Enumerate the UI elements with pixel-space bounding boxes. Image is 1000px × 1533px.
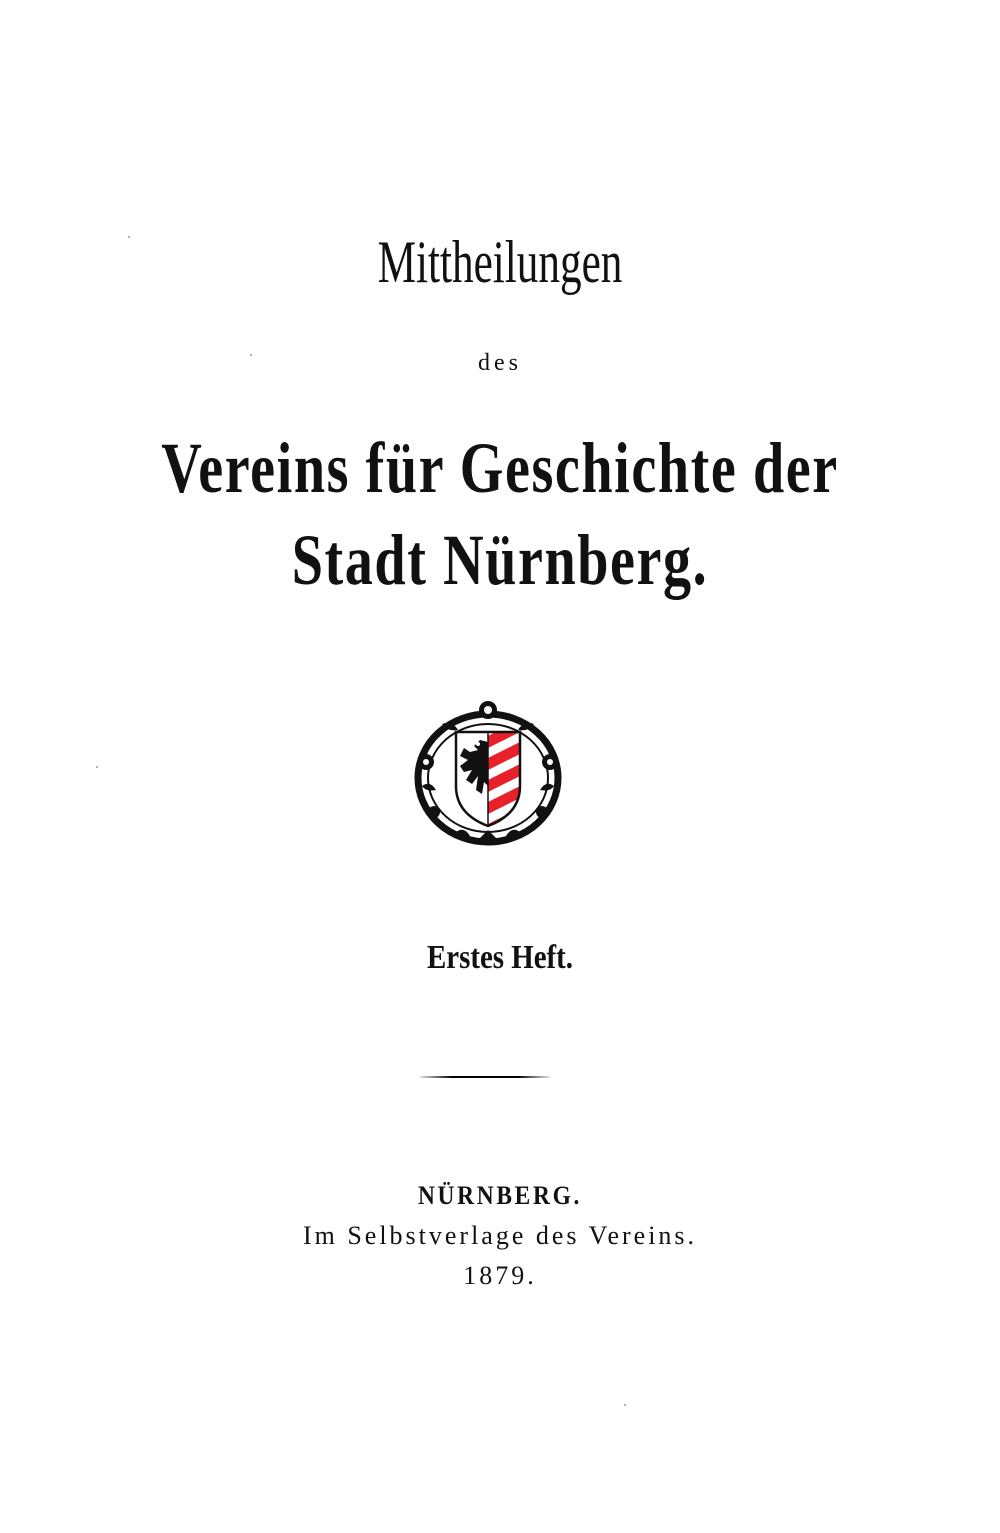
- paper-speck: [624, 1404, 626, 1406]
- society-name-line-2: Stadt Nürnberg.: [291, 520, 709, 600]
- publication-city: NÜRNBERG.: [417, 1181, 583, 1210]
- society-name-line-1: Vereins für Geschichte der: [161, 428, 839, 508]
- paper-speck: [250, 354, 252, 356]
- issue-label: Erstes Heft.: [426, 939, 574, 976]
- coat-of-arms-icon: [408, 690, 568, 850]
- connector-text: des: [478, 350, 522, 376]
- publication-year: 1879.: [463, 1261, 537, 1290]
- main-title: Mittheilungen: [377, 229, 623, 295]
- divider-rule: [420, 1076, 550, 1078]
- paper-speck: [96, 766, 98, 768]
- publisher-line: Im Selbstverlage des Vereins.: [302, 1221, 698, 1250]
- paper-speck: [128, 236, 130, 238]
